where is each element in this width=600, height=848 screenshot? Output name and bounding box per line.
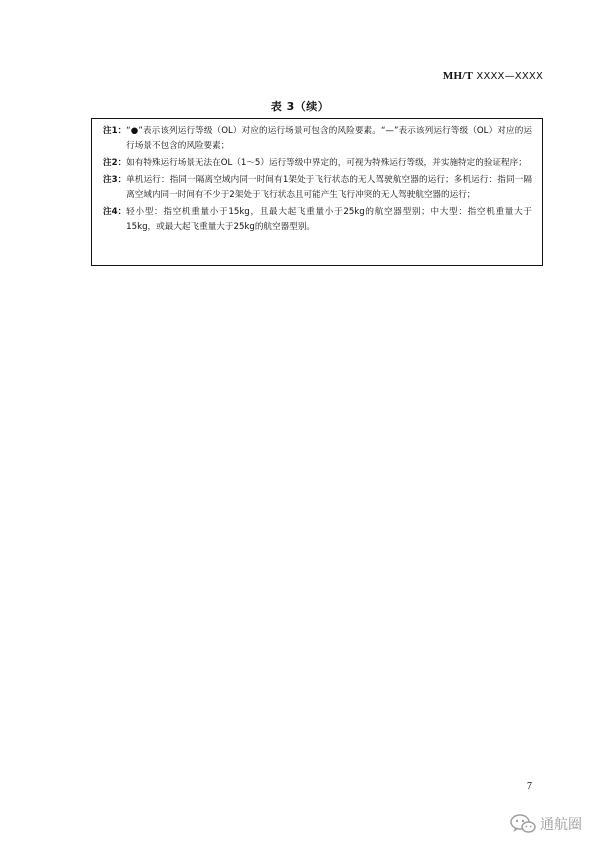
note-label: 注1： bbox=[103, 126, 127, 136]
table-title: 表 3（续） bbox=[270, 100, 330, 113]
watermark-text: 通航圈 bbox=[540, 817, 582, 833]
note-text: “●”表示该列运行等级（OL）对应的运行场景可包含的风险要素。“—”表示该列运行等级（OL）对应的运行场景不包含的风险要素； bbox=[126, 126, 532, 151]
standard-code bbox=[443, 70, 543, 82]
wechat-icon bbox=[510, 814, 536, 834]
watermark bbox=[510, 814, 582, 834]
note-3 bbox=[103, 173, 532, 203]
standard-prefix: MH/T bbox=[442, 70, 473, 82]
note-label: 注3： bbox=[103, 175, 127, 185]
note-label: 注2： bbox=[103, 158, 127, 168]
page-number: 7 bbox=[527, 781, 532, 792]
note-label: 注4： bbox=[103, 207, 127, 217]
note-1 bbox=[103, 124, 532, 154]
note-4 bbox=[103, 205, 532, 235]
standard-number: XXXX—XXXX bbox=[476, 71, 543, 82]
notes-table bbox=[91, 118, 543, 266]
note-text: 如有特殊运行场景无法在OL（1～5）运行等级中界定的，可视为特殊运行等级，并实施特定的验证程序； bbox=[126, 158, 527, 168]
note-2 bbox=[103, 156, 532, 171]
note-text: 单机运行：指同一隔离空域内同一时间有1架处于飞行状态的无人驾驶航空器的运行；多机运行：指同一隔离空域内同一时间有不少于2架处于飞行状态且可能产生飞行冲突的无人驾驶航空器的运行； bbox=[126, 175, 532, 200]
note-text: 轻小型：指空机重量小于15kg，且最大起飞重量小于25kg的航空器型别；中大型：指空机重量大于15kg，或最大起飞重量大于25kg的航空器型别。 bbox=[126, 207, 532, 232]
